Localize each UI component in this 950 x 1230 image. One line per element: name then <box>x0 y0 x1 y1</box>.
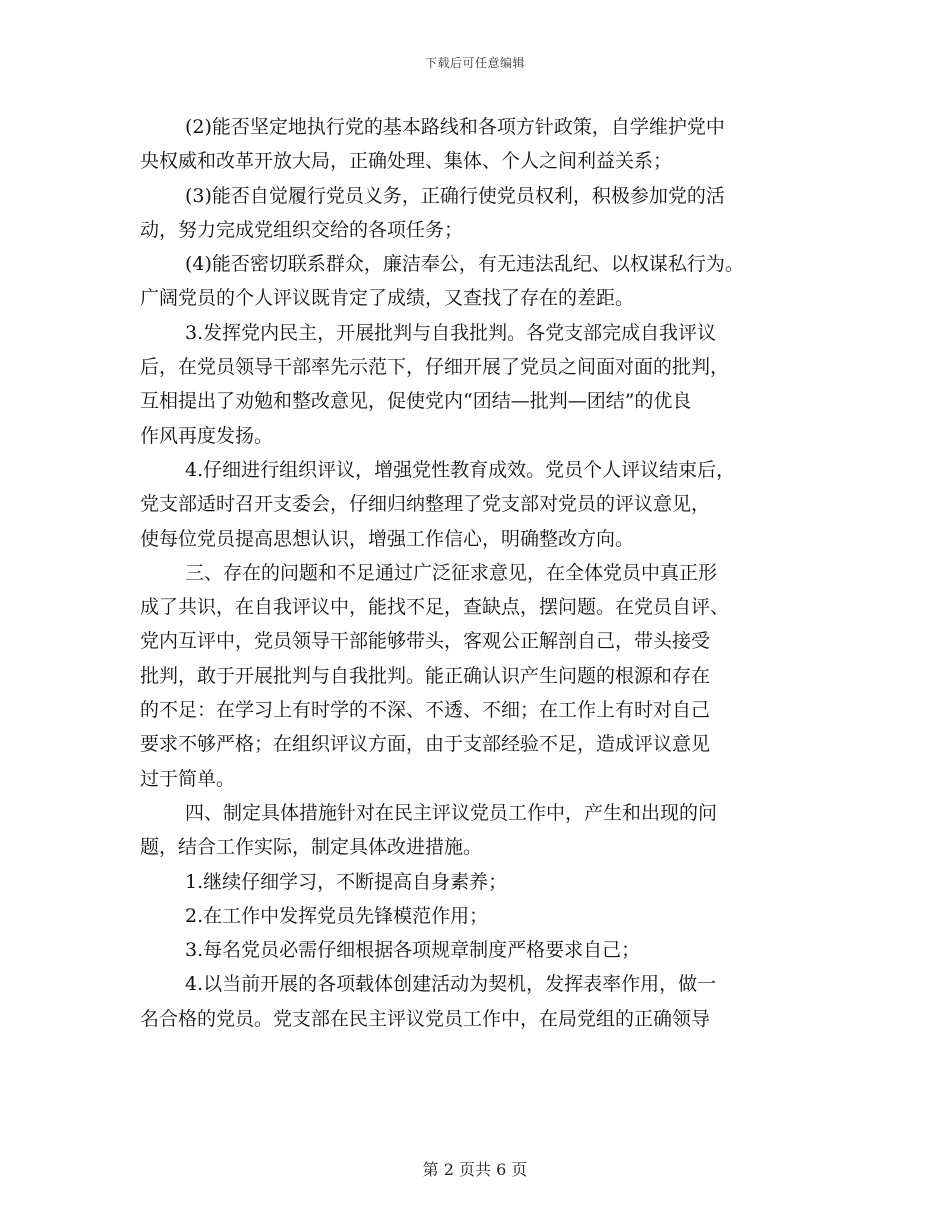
text-line: 4.以当前开展的各项载体创建活动为契机，发挥表率作用，做一 <box>185 973 717 996</box>
document-body <box>140 110 810 1036</box>
text-line: 动，努力完成党组织交给的各项任务； <box>140 218 464 241</box>
text-line: 后，在党员领导干部率先示范下，仔细开展了党员之间面对面的批判， <box>140 356 730 379</box>
text-line: 三、存在的问题和不足通过广泛征求意见，在全体党员中真正形 <box>185 561 718 584</box>
text-line: 4.仔细进行组织评议，增强党性教育成效。党员个人评议结束后， <box>185 458 736 481</box>
text-line: 名合格的党员。党支部在民主评议党员工作中，在局党组的正确领导 <box>140 1007 711 1030</box>
text-line: 过于简单。 <box>140 767 236 790</box>
text-line: 批判，敢于开展批判与自我批判。能正确认识产生问题的根源和存在 <box>140 664 711 687</box>
text-line: 要求不够严格；在组织评议方面，由于支部经验不足，造成评议意见 <box>140 733 711 756</box>
text-line: 党内互评中，党员领导干部能够带头，客观公正解剖自己，带头接受 <box>140 630 711 653</box>
text-line: 2.在工作中发挥党员先锋模范作用； <box>185 904 489 927</box>
text-line: 1.继续仔细学习，不断提高自身素养； <box>185 870 508 893</box>
text-line: 题，结合工作实际，制定具体改进措施。 <box>140 836 483 859</box>
text-line: 央权威和改革开放大局，正确处理、集体、个人之间利益关系； <box>140 150 673 173</box>
text-line: (3)能否自觉履行党员义务，正确行使党员权利，积极参加党的活 <box>185 184 725 207</box>
page-header: 下载后可任意编辑 <box>424 56 525 70</box>
text-line: 广阔党员的个人评议既肯定了成绩，又查找了存在的差距。 <box>140 287 635 310</box>
text-line: (4)能否密切联系群众，廉洁奉公，有无违法乱纪、以权谋私行为。 <box>185 253 744 276</box>
text-line: 党支部适时召开支委会，仔细归纳整理了党支部对党员的评议意见， <box>140 493 711 516</box>
text-line: 3.发挥党内民主，开展批判与自我批判。各党支部完成自我评议 <box>185 321 717 344</box>
text-line: 成了共识，在自我评议中，能找不足，查缺点，摆问题。在党员自评、 <box>140 596 730 619</box>
text-line: 四、制定具体措施针对在民主评议党员工作中，产生和出现的问 <box>185 801 718 824</box>
text-line: 使每位党员提高思想认识，增强工作信心，明确整改方向。 <box>140 527 635 550</box>
text-line: 互相提出了劝勉和整改意见，促使党内“团结—批判—团结”的优良 <box>140 390 692 413</box>
text-line: 作风再度发扬。 <box>140 424 274 447</box>
text-line: 3.每名党员必需仔细根据各项规章制度严格要求自己； <box>185 939 641 962</box>
page-footer: 第 2 页共 6 页 <box>422 1160 528 1179</box>
text-line: 的不足：在学习上有时学的不深、不透、不细；在工作上有时对自己 <box>140 699 711 722</box>
text-line: (2)能否坚定地执行党的基本路线和各项方针政策，自学维护党中 <box>185 116 725 138</box>
